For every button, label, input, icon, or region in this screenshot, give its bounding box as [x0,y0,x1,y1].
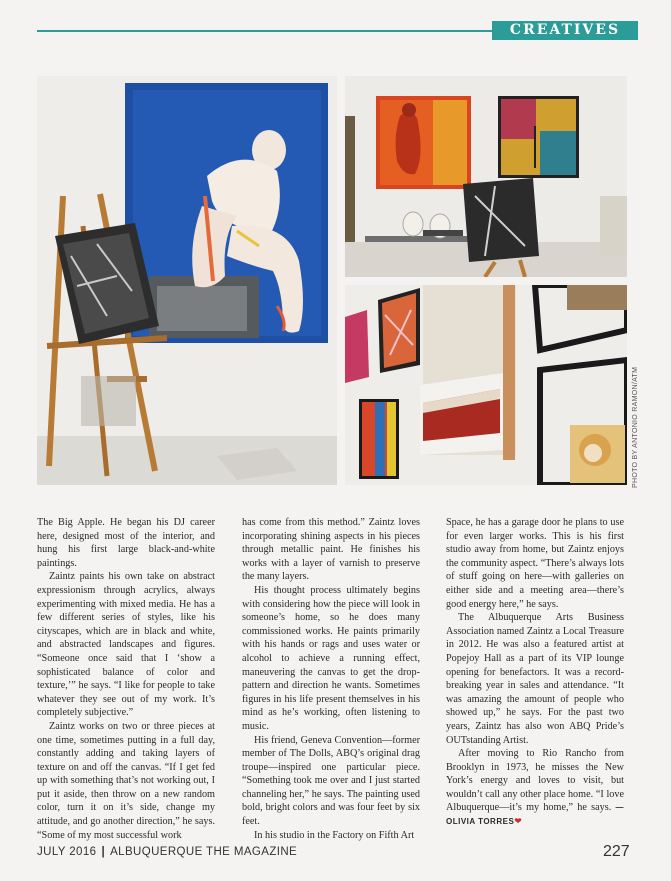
paragraph: Zaintz paints his own take on abstract expressionism through acrylics, always experimenting with mixed media. He has a few different series of styles, like his cityscapes, which are in black and white, and abstracted landscapes and figures. “Someone once said that I ‘show a sophisticated balance of color and texture,’” he says. “I like for people to take whatever they see out of my work. It’s completely subjective.” [37,571,215,719]
photo-studio-wall [345,76,627,277]
photo-painting-easel-image [37,76,337,485]
paragraph: Space, he has a garage door he plans to use for even larger works. This is his first studio away from home, but Zaintz enjoys the community aspect. “There’s always lots of stuff going on here—with galleries on either side and a meeting area—there’s good energy here,” he says. [446,517,624,610]
article-column-3 [446,516,624,829]
paragraph: has come from this method.” Zaintz loves incorporating shining aspects in his pieces through metallic paint. He finishes his works with a layer of varnish to preserve the many layers. [242,517,420,583]
paragraph: After moving to Rio Rancho from Brooklyn in 1973, he misses the New York’s energy and loves to visit, but wouldn’t call any other place home. “I love Albuquerque—it’s my home,” he says. [446,748,624,814]
paragraph: His friend, Geneva Convention—former member of The Dolls, ABQ’s original drag troupe—inspired one particular piece. “Something took me over and I just started channeling her,” he says. The painting used bold, bright colors and was four feet by six feet. [242,734,420,828]
photo-gallery-wall-image [345,285,627,485]
issue-date: JULY 2016 [37,846,97,858]
author-signature: —OLIVIA TORRES [446,803,624,827]
photo-studio-wall-image [345,76,627,277]
folio-separator: | [101,846,106,858]
magazine-name: ALBUQUERQUE THE MAGAZINE [110,846,298,858]
footer-folio [37,846,297,858]
article-column-1 [37,516,215,842]
heart-icon: ❤ [514,816,522,827]
photo-gallery-wall [345,285,627,485]
paragraph-with-signature [446,747,624,829]
page-number: 227 [603,843,630,860]
paragraph: His thought process ultimately begins with considering how the piece will look in someone’s home, so he does many commissioned works. He paints primarily with his hands or rags and uses water or alcohol to achieve a running effect, maneuvering the canvas to get the drop-pattern and direction he wants. Sometimes figures in his life present themselves in his mind as he’s working, often listening to music. [242,584,420,732]
section-label: CREATIVES [492,21,638,40]
photo-painting-easel [37,76,337,485]
header-rule [37,30,492,32]
paragraph: The Albuquerque Arts Business Association named Zaintz a Local Treasure in 2012. He was also a featured artist at Popejoy Hall as a part of its VIP lounge opening for benefactors. It was a record-breaking year in sales and attendance. “It was amazing the amount of people who showed up,” he says. For the past two years, Zaintz has also won ABQ Pride’s OUTstanding Artist. [446,612,624,746]
article-column-2 [242,516,420,842]
paragraph: Zaintz works on two or three pieces at one time, sometimes putting in a full day, constantly adding and taking layers of texture on and off the canvas. “If I get fed up with something that’s not working out, I put it aside, then throw on a new random color, turn it on it’s side, change my attitude, and go another direction,” he says. “Some of my most successful work [37,720,215,841]
paragraph: In his studio in the Factory on Fifth Art [254,829,415,841]
paragraph: The Big Apple. He began his DJ career here, designed most of the interior, and hung his first large black-and-white paintings. [37,517,215,569]
photo-credit: PHOTO BY ANTONIO RAMON/ATM [632,366,639,488]
